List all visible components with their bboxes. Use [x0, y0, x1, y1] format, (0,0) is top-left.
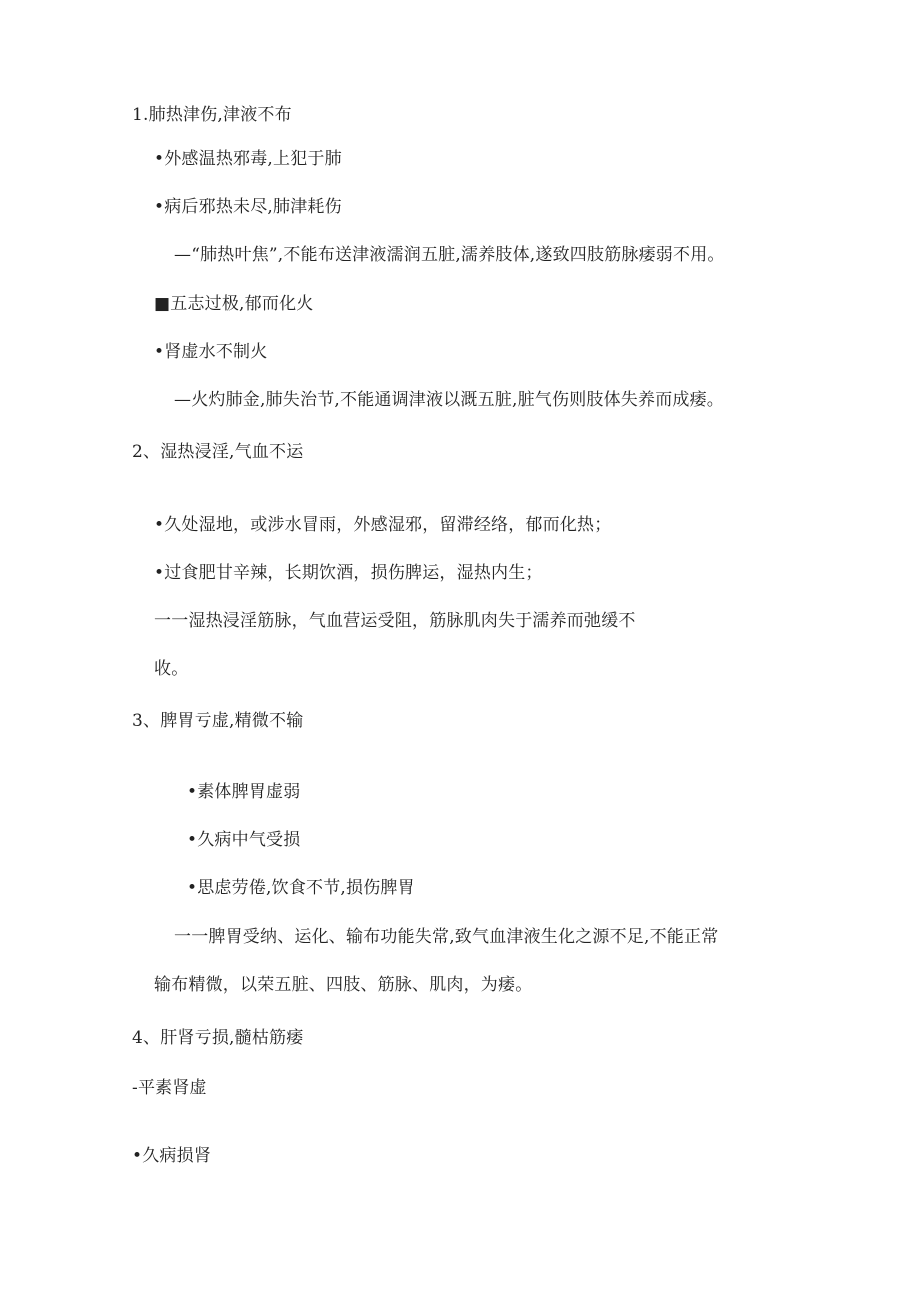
bullet-item: •病后邪热未尽,肺津耗伤 — [154, 197, 342, 217]
explanation-text: —火灼肺金,肺失治节,不能通调津液以溉五脏,脏气伤则肢体失养而成痿。 — [174, 390, 725, 410]
bullet-item: •久病损肾 — [132, 1146, 212, 1166]
section-2-heading: 2、湿热浸淫,气血不运 — [132, 442, 304, 462]
section-4-heading: 4、肝肾亏损,髓枯筋痿 — [132, 1028, 304, 1048]
bullet-item: -平素肾虚 — [132, 1078, 207, 1098]
bullet-item: •素体脾胃虚弱 — [187, 782, 301, 802]
bullet-item: •久处湿地，或涉水冒雨，外感湿邪，留滞经络，郁而化热； — [154, 515, 612, 535]
bullet-item: •久病中气受损 — [187, 830, 301, 850]
bullet-item: •外感温热邪毒,上犯于肺 — [154, 149, 342, 169]
explanation-text: 一一湿热浸淫筋脉，气血营运受阻，筋脉肌肉失于濡养而弛缓不 — [154, 611, 636, 631]
explanation-text-continued: 输布精微，以荣五脏、四肢、筋脉、肌肉，为痿。 — [154, 975, 533, 995]
section-1-heading: 1.肺热津伤,津液不布 — [132, 105, 292, 125]
explanation-text-continued: 收。 — [154, 659, 189, 679]
section-3-heading: 3、脾胃亏虚,精微不输 — [132, 711, 304, 731]
bullet-item: •肾虚水不制火 — [154, 342, 268, 362]
explanation-text: —“肺热叶焦”,不能布送津液濡润五脏,濡养肢体,遂致四肢筋脉痿弱不用。 — [174, 245, 725, 265]
explanation-text: 一一脾胃受纳、运化、输布功能失常,致气血津液生化之源不足,不能正常 — [174, 927, 719, 947]
bullet-item: •过食肥甘辛辣，长期饮酒，损伤脾运，湿热内生； — [154, 563, 543, 583]
bullet-item: ■五志过极,郁而化火 — [154, 294, 314, 314]
bullet-item: •思虑劳倦,饮食不节,损伤脾胃 — [187, 878, 415, 898]
